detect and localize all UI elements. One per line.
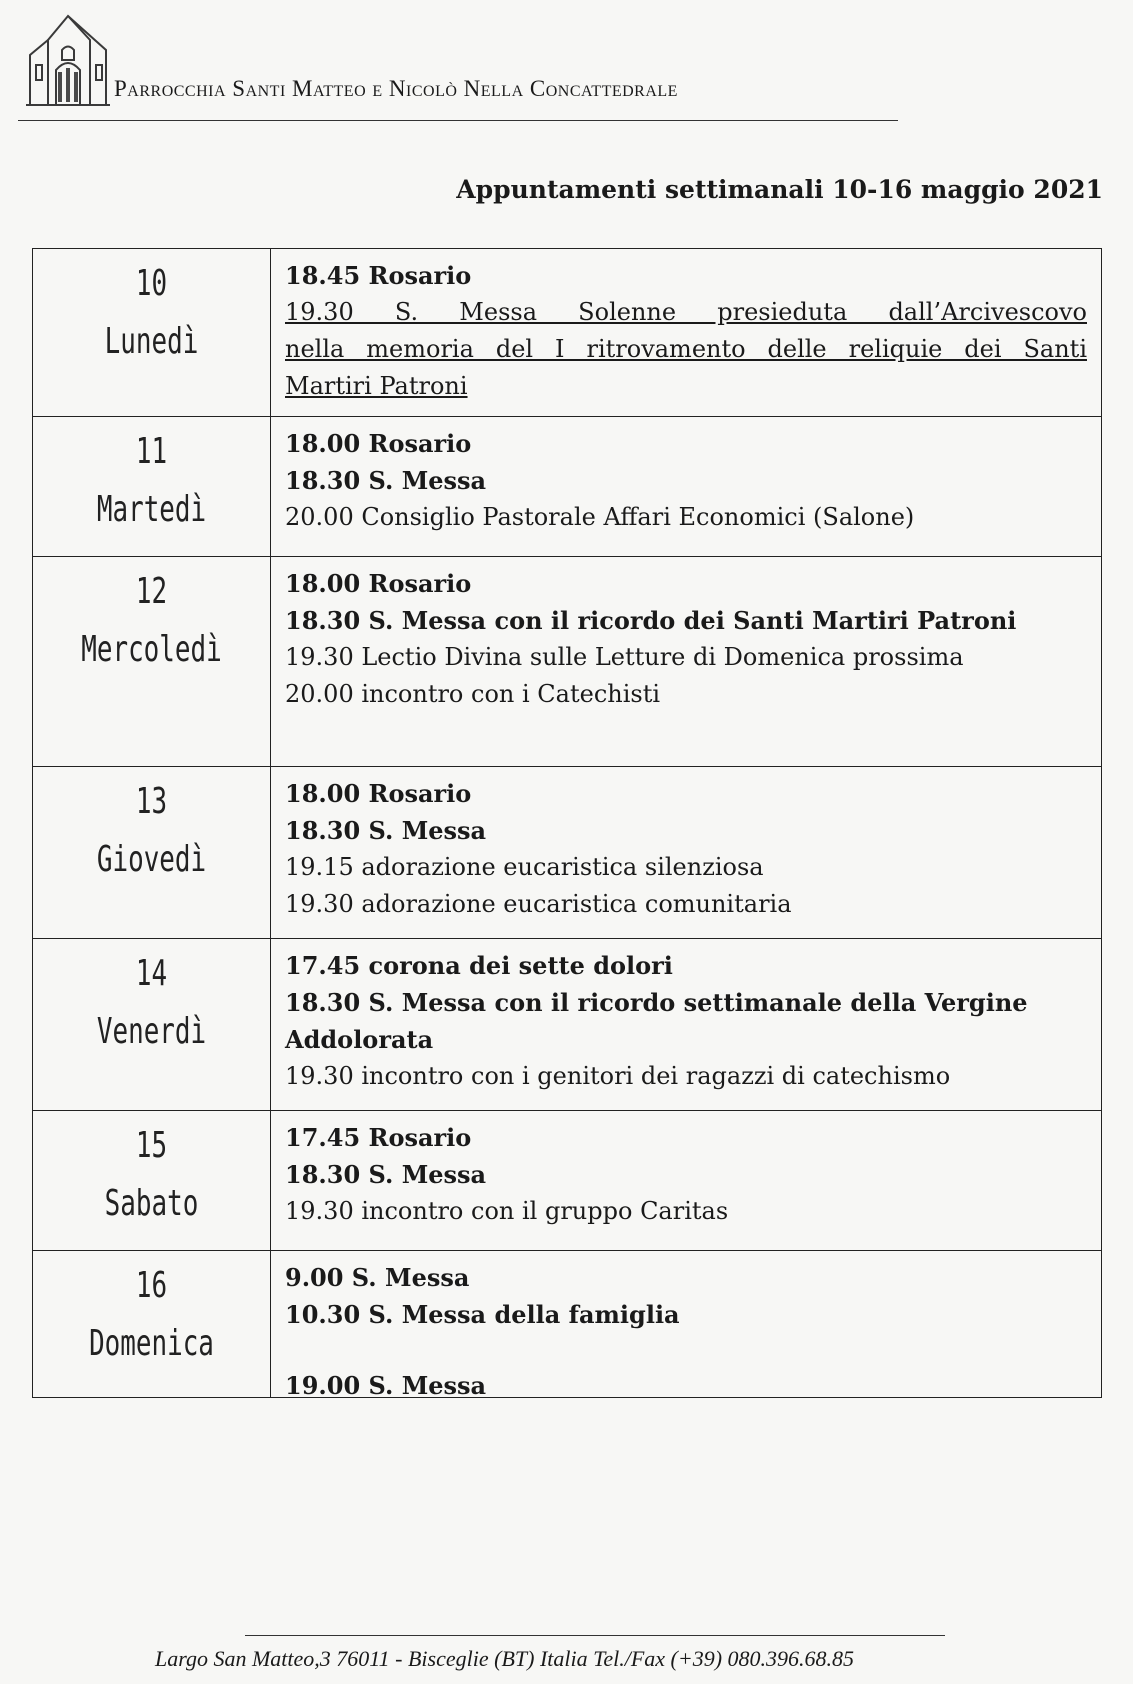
day-cell — [33, 939, 271, 1110]
events-cell — [271, 767, 1101, 938]
schedule-row — [33, 249, 1101, 417]
parish-name: Parrocchia Santi Matteo e Nicolò Nella Concattedrale — [114, 76, 678, 101]
day-number: 15 — [135, 1125, 168, 1166]
event-item: 9.00 S. Messa — [285, 1263, 470, 1292]
event-item: 20.00 incontro con i Catechisti — [285, 680, 661, 708]
schedule-row — [33, 939, 1101, 1111]
event-item: 19.15 adorazione eucaristica silenziosa — [285, 853, 764, 881]
weekly-schedule-table — [32, 248, 1102, 1398]
day-name: Lunedì — [104, 321, 199, 362]
schedule-row — [33, 1111, 1101, 1251]
schedule-row — [33, 417, 1101, 557]
schedule-row — [33, 1251, 1101, 1400]
event-item: 18.30 S. Messa con il ricordo dei Santi Martiri Patroni — [285, 606, 1017, 635]
events-cell — [271, 1251, 1101, 1400]
event-item: 19.00 S. Messa — [285, 1371, 487, 1400]
event-item: 18.45 Rosario — [285, 261, 472, 290]
footer-divider — [245, 1635, 945, 1636]
day-number: 10 — [135, 263, 168, 304]
events-cell — [271, 557, 1101, 766]
event-item: 10.30 S. Messa della famiglia — [285, 1300, 680, 1329]
event-item: 18.00 Rosario — [285, 779, 472, 808]
day-number: 14 — [135, 953, 168, 994]
day-name: Martedì — [96, 489, 207, 530]
event-item: 17.45 corona dei sette dolori — [285, 951, 673, 980]
day-number: 13 — [135, 781, 168, 822]
event-item: 18.30 S. Messa — [285, 466, 487, 495]
event-item: 18.30 S. Messa con il ricordo settimanale della Vergine Addolorata — [285, 988, 1028, 1054]
church-facade-icon — [18, 10, 118, 115]
event-item: nella memoria del I ritrovamento delle reliquie dei Santi — [285, 335, 1087, 363]
event-item: 18.30 S. Messa — [285, 816, 487, 845]
event-item: 18.00 Rosario — [285, 429, 472, 458]
day-cell — [33, 417, 271, 556]
letterhead — [18, 10, 918, 130]
day-name: Sabato — [104, 1183, 199, 1224]
event-item: 19.30 S. Messa Solenne presieduta dall’Arcivescovo — [285, 298, 1087, 326]
day-name: Giovedì — [96, 839, 207, 880]
event-item: 18.00 Rosario — [285, 569, 472, 598]
schedule-row — [33, 557, 1101, 767]
events-cell — [271, 417, 1101, 556]
day-cell — [33, 1251, 271, 1397]
day-name: Domenica — [89, 1323, 214, 1364]
events-cell — [271, 1111, 1101, 1250]
day-name: Venerdì — [96, 1011, 207, 1052]
day-cell — [33, 767, 271, 938]
event-item: 19.30 Lectio Divina sulle Letture di Domenica prossima — [285, 643, 964, 671]
event-item: 19.30 adorazione eucaristica comunitaria — [285, 890, 792, 918]
header-divider — [18, 120, 898, 121]
day-cell — [33, 557, 271, 766]
event-item: Martiri Patroni — [285, 372, 468, 400]
event-item: 20.00 Consiglio Pastorale Affari Economici (Salone) — [285, 503, 915, 531]
footer-address: Largo San Matteo,3 76011 - Bisceglie (BT) Italia Tel./Fax (+39) 080.396.68.85 — [155, 1646, 855, 1671]
day-number: 12 — [135, 571, 168, 612]
day-cell — [33, 1111, 271, 1250]
day-name: Mercoledì — [81, 629, 222, 670]
event-item: 17.45 Rosario — [285, 1123, 472, 1152]
schedule-row — [33, 767, 1101, 939]
day-number: 16 — [135, 1265, 168, 1306]
event-item: 19.30 incontro con il gruppo Caritas — [285, 1197, 729, 1225]
events-cell — [271, 249, 1101, 416]
event-item: 19.30 incontro con i genitori dei ragazzi di catechismo — [285, 1062, 951, 1090]
event-item: 18.30 S. Messa — [285, 1160, 487, 1189]
day-number: 11 — [135, 431, 168, 472]
day-cell — [33, 249, 271, 416]
page-title: Appuntamenti settimanali 10-16 maggio 2021 — [456, 175, 1103, 204]
events-cell — [271, 939, 1101, 1110]
